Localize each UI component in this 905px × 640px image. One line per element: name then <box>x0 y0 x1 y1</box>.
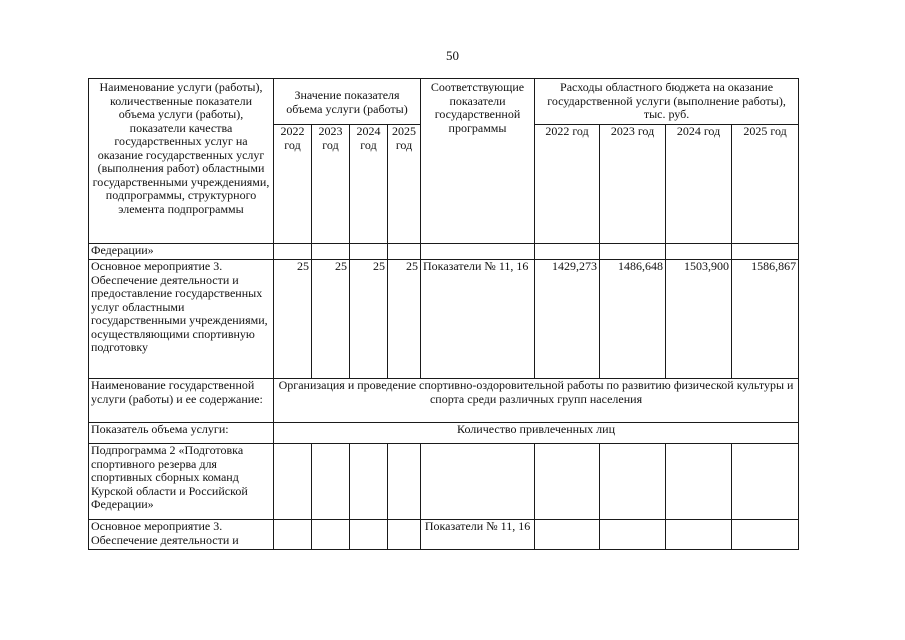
indicator-year-2024: 2024 год <box>350 125 388 244</box>
budget-year-2025: 2025 год <box>732 125 799 244</box>
indicator-value-2024: 25 <box>350 260 388 379</box>
table-row <box>89 244 799 260</box>
service-name-content: Организация и проведение спортивно-оздоровительной работы по развитию физической культуры и спорта среди различных групп населения <box>274 379 799 423</box>
table-row <box>89 423 799 444</box>
service-name-label: Наименование государственной услуги (работы) и ее содержание: <box>89 379 274 423</box>
volume-indicator-label: Показатель объема услуги: <box>89 423 274 444</box>
budget-year-2024: 2024 год <box>666 125 732 244</box>
indicator-value-2025: 25 <box>388 260 421 379</box>
header-budget-group: Расходы областного бюджета на оказание государственной услуги (выполнение работы), тыс. руб. <box>535 79 799 125</box>
subprogram-2-name: Подпрограмма 2 «Подготовка спортивного резерва для спортивных сборных команд Курской области и Российской Федерации» <box>89 444 274 520</box>
header-name-column: Наименование услуги (работы), количественные показатели объема услуги (работы), показатели качества государственных услуг на оказание государственных услуг (выполнения работ) областными государственными учреждениями, подпрограммы, структурного элемента подпрограммы <box>89 79 274 244</box>
program-indicators: Показатели № 11, 16 <box>421 260 535 379</box>
service-expenses-table <box>88 78 799 550</box>
budget-value-2022: 1429,273 <box>535 260 600 379</box>
indicator-value-2022: 25 <box>274 260 312 379</box>
federation-tail-cell: Федерации» <box>89 244 274 260</box>
page-number: 50 <box>446 48 459 63</box>
volume-indicator-content: Количество привлеченных лиц <box>274 423 799 444</box>
header-program-column: Соответствующие показатели государственной программы <box>421 79 535 244</box>
main-event-2-name: Основное мероприятие 3. Обеспечение деятельности и <box>89 520 274 550</box>
table-row <box>89 260 799 379</box>
main-event-2-program: Показатели № 11, 16 <box>421 520 535 550</box>
budget-year-2022: 2022 год <box>535 125 600 244</box>
table-row <box>89 520 799 550</box>
table-row <box>89 444 799 520</box>
budget-value-2025: 1586,867 <box>732 260 799 379</box>
table-header-row <box>89 79 799 125</box>
indicator-year-2025: 2025 год <box>388 125 421 244</box>
main-event-name: Основное мероприятие 3. Обеспечение деятельности и предоставление государственных услуг областными государственными учреждениями, осуществляющими спортивную подготовку <box>89 260 274 379</box>
indicator-value-2023: 25 <box>312 260 350 379</box>
budget-value-2024: 1503,900 <box>666 260 732 379</box>
indicator-year-2023: 2023 год <box>312 125 350 244</box>
budget-year-2023: 2023 год <box>600 125 666 244</box>
indicator-year-2022: 2022 год <box>274 125 312 244</box>
table-row <box>89 379 799 423</box>
header-indicator-group: Значение показателя объема услуги (работы) <box>274 79 421 125</box>
budget-value-2023: 1486,648 <box>600 260 666 379</box>
